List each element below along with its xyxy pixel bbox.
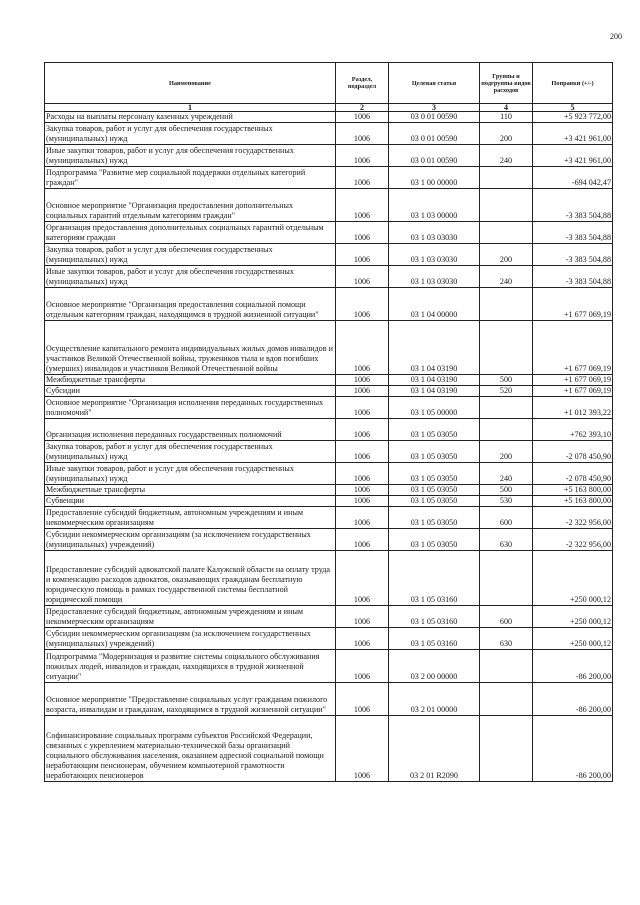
column-number-row (45, 104, 613, 112)
row-group-cell: 520 (480, 386, 533, 397)
table-row (45, 606, 613, 628)
table-row (45, 167, 613, 189)
row-target-cell: 03 0 01 00590 (389, 123, 480, 145)
row-name-cell: Межбюджетные трансферты (45, 485, 336, 496)
table-row (45, 716, 613, 782)
header-target: Целевая статья (389, 63, 480, 104)
row-amount-cell: +762 393,10 (533, 419, 613, 441)
row-section-cell: 1006 (336, 683, 389, 716)
row-amount-cell: +1 677 069,19 (533, 386, 613, 397)
table-row (45, 551, 613, 606)
table-row (45, 507, 613, 529)
row-group-cell: 110 (480, 112, 533, 123)
row-target-cell: 03 0 01 00590 (389, 112, 480, 123)
row-group-cell: 200 (480, 123, 533, 145)
row-target-cell: 03 1 05 03160 (389, 628, 480, 650)
column-number: 4 (480, 104, 533, 112)
row-target-cell: 03 1 04 00000 (389, 288, 480, 321)
row-group-cell (480, 222, 533, 244)
budget-amendments-table (44, 62, 613, 782)
column-number: 5 (533, 104, 613, 112)
row-section-cell: 1006 (336, 266, 389, 288)
row-target-cell: 03 0 01 00590 (389, 145, 480, 167)
row-group-cell (480, 419, 533, 441)
row-section-cell: 1006 (336, 650, 389, 683)
table-row (45, 386, 613, 397)
row-target-cell: 03 1 03 00000 (389, 189, 480, 222)
row-group-cell (480, 167, 533, 189)
row-section-cell: 1006 (336, 419, 389, 441)
header-name: Наименование (45, 63, 336, 104)
row-name-cell: Предоставление субсидий бюджетным, автономным учреждениям и иным некоммерческим организациям (45, 507, 336, 529)
row-group-cell: 600 (480, 507, 533, 529)
row-amount-cell: +5 163 800,00 (533, 496, 613, 507)
row-target-cell: 03 1 05 00000 (389, 397, 480, 419)
row-amount-cell: +5 163 800,00 (533, 485, 613, 496)
row-section-cell: 1006 (336, 244, 389, 266)
row-section-cell: 1006 (336, 321, 389, 375)
row-group-cell (480, 551, 533, 606)
table-row (45, 288, 613, 321)
row-group-cell (480, 321, 533, 375)
row-section-cell: 1006 (336, 529, 389, 551)
row-section-cell: 1006 (336, 145, 389, 167)
row-target-cell: 03 1 03 03030 (389, 222, 480, 244)
row-amount-cell: -2 078 450,90 (533, 441, 613, 463)
row-target-cell: 03 2 01 00000 (389, 683, 480, 716)
column-number: 2 (336, 104, 389, 112)
header-group: Группы и подгруппы видов расходов (480, 63, 533, 104)
row-amount-cell: +1 677 069,19 (533, 375, 613, 386)
row-amount-cell: -3 383 504,88 (533, 266, 613, 288)
table-row (45, 419, 613, 441)
row-target-cell: 03 1 05 03160 (389, 551, 480, 606)
row-section-cell: 1006 (336, 496, 389, 507)
table-row (45, 145, 613, 167)
table-row (45, 375, 613, 386)
row-target-cell: 03 1 05 03050 (389, 463, 480, 485)
row-name-cell: Иные закупки товаров, работ и услуг для обеспечения государственных (муниципальных) нужд (45, 266, 336, 288)
row-name-cell: Подпрограмма "Модернизация и развитие системы социального обслуживания пожилых людей, инвалидов и граждан, находящихся в трудной жизненной ситуации" (45, 650, 336, 683)
row-amount-cell: +1 012 393,22 (533, 397, 613, 419)
row-name-cell: Основное мероприятие "Организация предоставления дополнительных социальных гарантий отдельным категориям граждан" (45, 189, 336, 222)
row-group-cell: 530 (480, 496, 533, 507)
row-target-cell: 03 1 05 03050 (389, 441, 480, 463)
row-amount-cell: +250 000,12 (533, 551, 613, 606)
row-target-cell: 03 1 05 03160 (389, 606, 480, 628)
table-row (45, 112, 613, 123)
table-row (45, 683, 613, 716)
row-target-cell: 03 1 05 03050 (389, 419, 480, 441)
row-target-cell: 03 1 00 00000 (389, 167, 480, 189)
row-section-cell: 1006 (336, 386, 389, 397)
row-target-cell: 03 2 01 R2090 (389, 716, 480, 782)
row-section-cell: 1006 (336, 189, 389, 222)
row-section-cell: 1006 (336, 463, 389, 485)
table-row (45, 321, 613, 375)
row-target-cell: 03 1 05 03050 (389, 485, 480, 496)
row-section-cell: 1006 (336, 222, 389, 244)
row-name-cell: Субсидии некоммерческим организациям (за исключением государственных (муниципальных) учреждений) (45, 529, 336, 551)
row-amount-cell: -3 383 504,88 (533, 244, 613, 266)
row-amount-cell: -2 322 956,00 (533, 507, 613, 529)
row-group-cell: 630 (480, 628, 533, 650)
row-group-cell: 200 (480, 244, 533, 266)
column-number: 1 (45, 104, 336, 112)
row-amount-cell: +5 923 772,00 (533, 112, 613, 123)
row-group-cell (480, 650, 533, 683)
table-row (45, 650, 613, 683)
table-row (45, 441, 613, 463)
row-amount-cell: +250 000,12 (533, 606, 613, 628)
row-section-cell: 1006 (336, 123, 389, 145)
row-name-cell: Межбюджетные трансферты (45, 375, 336, 386)
table-row (45, 397, 613, 419)
row-target-cell: 03 1 03 03030 (389, 244, 480, 266)
row-amount-cell: +3 421 961,00 (533, 145, 613, 167)
row-group-cell (480, 397, 533, 419)
table-row (45, 463, 613, 485)
row-group-cell (480, 189, 533, 222)
row-name-cell: Осуществление капитального ремонта индивидуальных жилых домов инвалидов и участников Великой Отечественной войны, тружеников тыла и вдов погибших (умерших) инвалидов и участников Великой Отечественной войны (45, 321, 336, 375)
row-group-cell: 600 (480, 606, 533, 628)
row-target-cell: 03 1 05 03050 (389, 507, 480, 529)
row-name-cell: Субсидии (45, 386, 336, 397)
table-row (45, 266, 613, 288)
row-section-cell: 1006 (336, 628, 389, 650)
row-group-cell: 240 (480, 145, 533, 167)
header-row (45, 63, 613, 104)
row-section-cell: 1006 (336, 112, 389, 123)
row-name-cell: Основное мероприятие "Организация исполнения переданных государственных полномочий" (45, 397, 336, 419)
table-row (45, 628, 613, 650)
row-name-cell: Подпрограмма "Развитие мер социальной поддержки отдельных категорий граждан" (45, 167, 336, 189)
row-name-cell: Предоставление субсидий адвокатской палате Калужской области на оплату труда и компенсацию расходов адвокатов, оказывающих гражданам бесплатную юридическую помощь в рамках государственной системы бесплатной юридической помощи (45, 551, 336, 606)
row-name-cell: Закупка товаров, работ и услуг для обеспечения государственных (муниципальных) нужд (45, 244, 336, 266)
table-row (45, 123, 613, 145)
row-name-cell: Организация предоставления дополнительных социальных гарантий отдельным категориям граждан (45, 222, 336, 244)
table-row (45, 222, 613, 244)
row-name-cell: Основное мероприятие "Организация предоставления социальной помощи отдельным категориям граждан, находящимся в трудной жизненной ситуации" (45, 288, 336, 321)
header-section: Раздел, подраздел (336, 63, 389, 104)
row-group-cell (480, 716, 533, 782)
row-name-cell: Расходы на выплаты персоналу казенных учреждений (45, 112, 336, 123)
table-row (45, 496, 613, 507)
row-target-cell: 03 2 00 00000 (389, 650, 480, 683)
row-name-cell: Закупка товаров, работ и услуг для обеспечения государственных (муниципальных) нужд (45, 441, 336, 463)
row-target-cell: 03 1 03 03030 (389, 266, 480, 288)
row-group-cell: 240 (480, 463, 533, 485)
row-amount-cell: -2 322 956,00 (533, 529, 613, 551)
row-group-cell (480, 288, 533, 321)
row-section-cell: 1006 (336, 551, 389, 606)
row-amount-cell: +1 677 069,19 (533, 288, 613, 321)
table-row (45, 529, 613, 551)
table-row (45, 189, 613, 222)
header-amount: Поправки (+/-) (533, 63, 613, 104)
row-name-cell: Организация исполнения переданных государственных полномочий (45, 419, 336, 441)
table-row (45, 244, 613, 266)
row-amount-cell: -86 200,00 (533, 716, 613, 782)
row-section-cell: 1006 (336, 397, 389, 419)
row-amount-cell: -86 200,00 (533, 650, 613, 683)
row-section-cell: 1006 (336, 485, 389, 496)
page-number: 200 (610, 32, 622, 41)
column-number: 3 (389, 104, 480, 112)
table-row (45, 485, 613, 496)
row-section-cell: 1006 (336, 167, 389, 189)
row-target-cell: 03 1 05 03050 (389, 496, 480, 507)
row-target-cell: 03 1 04 03190 (389, 321, 480, 375)
row-name-cell: Иные закупки товаров, работ и услуг для обеспечения государственных (муниципальных) нужд (45, 463, 336, 485)
row-name-cell: Софинансирование социальных программ субъектов Российской Федерации, связанных с укреплением материально-технической базы организаций социального обслуживания населения, оказанием адресной социальной помощи неработающим пенсионерам, обучением компьютерной грамотности неработающих пенсионеров (45, 716, 336, 782)
row-amount-cell: -86 200,00 (533, 683, 613, 716)
row-group-cell: 200 (480, 441, 533, 463)
row-amount-cell: +250 000,12 (533, 628, 613, 650)
row-group-cell: 500 (480, 485, 533, 496)
row-group-cell: 240 (480, 266, 533, 288)
row-section-cell: 1006 (336, 441, 389, 463)
row-name-cell: Предоставление субсидий бюджетным, автономным учреждениям и иным некоммерческим организациям (45, 606, 336, 628)
row-section-cell: 1006 (336, 716, 389, 782)
row-group-cell: 500 (480, 375, 533, 386)
row-target-cell: 03 1 04 03190 (389, 375, 480, 386)
row-name-cell: Иные закупки товаров, работ и услуг для обеспечения государственных (муниципальных) нужд (45, 145, 336, 167)
row-section-cell: 1006 (336, 507, 389, 529)
row-name-cell: Основное мероприятие "Предоставление социальных услуг гражданам пожилого возраста, инвалидам и гражданам, находящимся в трудной жизненной ситуации" (45, 683, 336, 716)
row-name-cell: Субвенции (45, 496, 336, 507)
row-amount-cell: -694 042,47 (533, 167, 613, 189)
row-name-cell: Субсидии некоммерческим организациям (за исключением государственных (муниципальных) учреждений) (45, 628, 336, 650)
row-name-cell: Закупка товаров, работ и услуг для обеспечения государственных (муниципальных) нужд (45, 123, 336, 145)
row-group-cell (480, 683, 533, 716)
row-section-cell: 1006 (336, 375, 389, 386)
row-amount-cell: +3 421 961,00 (533, 123, 613, 145)
row-group-cell: 630 (480, 529, 533, 551)
row-target-cell: 03 1 04 03190 (389, 386, 480, 397)
row-amount-cell: -3 383 504,88 (533, 222, 613, 244)
row-amount-cell: -2 078 450,90 (533, 463, 613, 485)
row-section-cell: 1006 (336, 288, 389, 321)
row-amount-cell: -3 383 504,88 (533, 189, 613, 222)
row-target-cell: 03 1 05 03050 (389, 529, 480, 551)
row-amount-cell: +1 677 069,19 (533, 321, 613, 375)
row-section-cell: 1006 (336, 606, 389, 628)
